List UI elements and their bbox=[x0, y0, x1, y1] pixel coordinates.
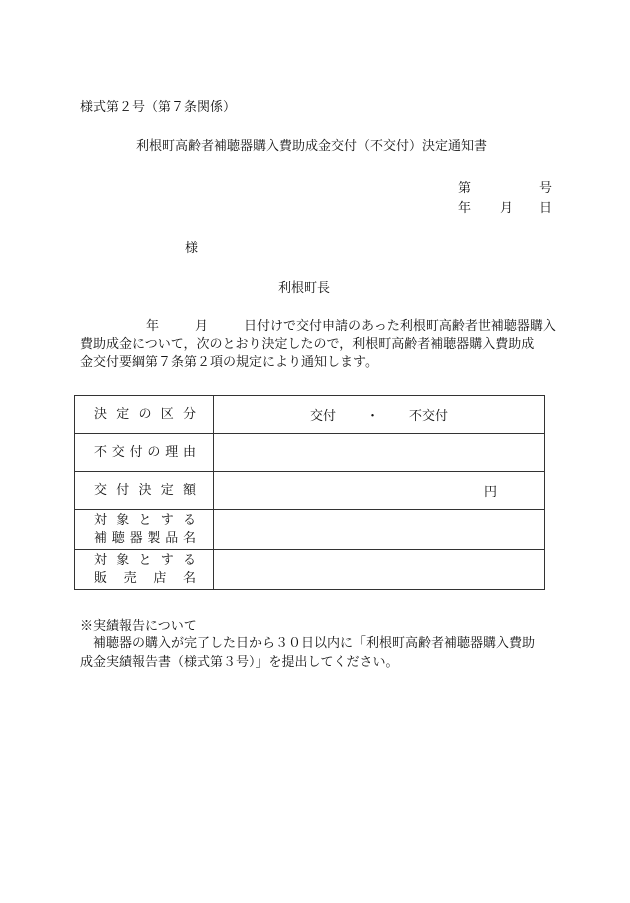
store-value-cell[interactable] bbox=[214, 550, 545, 590]
store-label-line-2: 販 売 店 名 bbox=[94, 570, 196, 586]
notice-body-line-3: 金交付要綱第７条第２項の規定により通知します。 bbox=[80, 355, 378, 370]
product-value-cell[interactable] bbox=[214, 510, 545, 550]
form-number: 様式第２号（第７条関係） bbox=[80, 100, 237, 115]
issuer-name: 利根町長 bbox=[278, 281, 331, 296]
reason-label-cell bbox=[75, 434, 214, 472]
decision-separator: ・ bbox=[365, 409, 379, 424]
amount-label-cell bbox=[75, 472, 214, 510]
number-prefix: 第 bbox=[458, 181, 472, 196]
decision-option-deny[interactable]: 不交付 bbox=[409, 409, 449, 424]
note-body bbox=[80, 634, 535, 672]
decision-option-grant[interactable]: 交付 bbox=[309, 409, 336, 424]
store-label-cell bbox=[75, 550, 214, 590]
date-year: 年 bbox=[458, 201, 472, 216]
notice-body-line-2: 費助成金について，次のとおり決定したので，利根町高齢者補聴器購入費助成 bbox=[80, 337, 535, 352]
table-row-store bbox=[75, 550, 545, 590]
body-month: 月 bbox=[195, 319, 209, 334]
product-label-cell bbox=[75, 510, 214, 550]
notice-body bbox=[80, 318, 556, 372]
table-row-reason bbox=[75, 434, 545, 472]
product-label-line-2: 補 聴 器 製 品 名 bbox=[94, 530, 196, 546]
store-label-line-1: 対 象 と す る bbox=[94, 552, 196, 568]
decision-label: 決 定 の 区 分 bbox=[94, 406, 196, 422]
amount-label: 交 付 決 定 額 bbox=[94, 482, 196, 498]
decision-value-cell bbox=[214, 396, 545, 434]
reason-label: 不 交 付 の 理 由 bbox=[94, 444, 196, 460]
body-line1-rest: 日付けで交付申請のあった利根町高齢者世補聴器購入 bbox=[244, 319, 556, 334]
yen-unit: 円 bbox=[483, 485, 497, 500]
date-month: 月 bbox=[500, 201, 514, 216]
table-row-decision bbox=[75, 396, 545, 434]
table-row-product bbox=[75, 510, 545, 550]
reason-value-cell[interactable] bbox=[214, 434, 545, 472]
decision-table bbox=[74, 395, 545, 590]
note-line-1: 補聴器の購入が完了した日から３０日以内に「利根町高齢者補聴器購入費助 bbox=[93, 636, 536, 651]
document-title: 利根町高齢者補聴器購入費助成金交付（不交付）決定通知書 bbox=[136, 139, 488, 154]
note-heading: ※実績報告について bbox=[80, 619, 197, 634]
date-day: 日 bbox=[539, 201, 553, 216]
decision-label-cell bbox=[75, 396, 214, 434]
number-suffix: 号 bbox=[539, 181, 553, 196]
notice-body-line-1 bbox=[80, 318, 556, 336]
product-label-line-1: 対 象 と す る bbox=[94, 512, 196, 528]
note-line-2: 成金実績報告書（様式第３号）」を提出してください。 bbox=[80, 655, 399, 670]
body-year: 年 bbox=[146, 319, 160, 334]
addressee-honorific: 様 bbox=[185, 241, 199, 256]
table-row-amount bbox=[75, 472, 545, 510]
amount-value-cell[interactable] bbox=[214, 472, 545, 510]
